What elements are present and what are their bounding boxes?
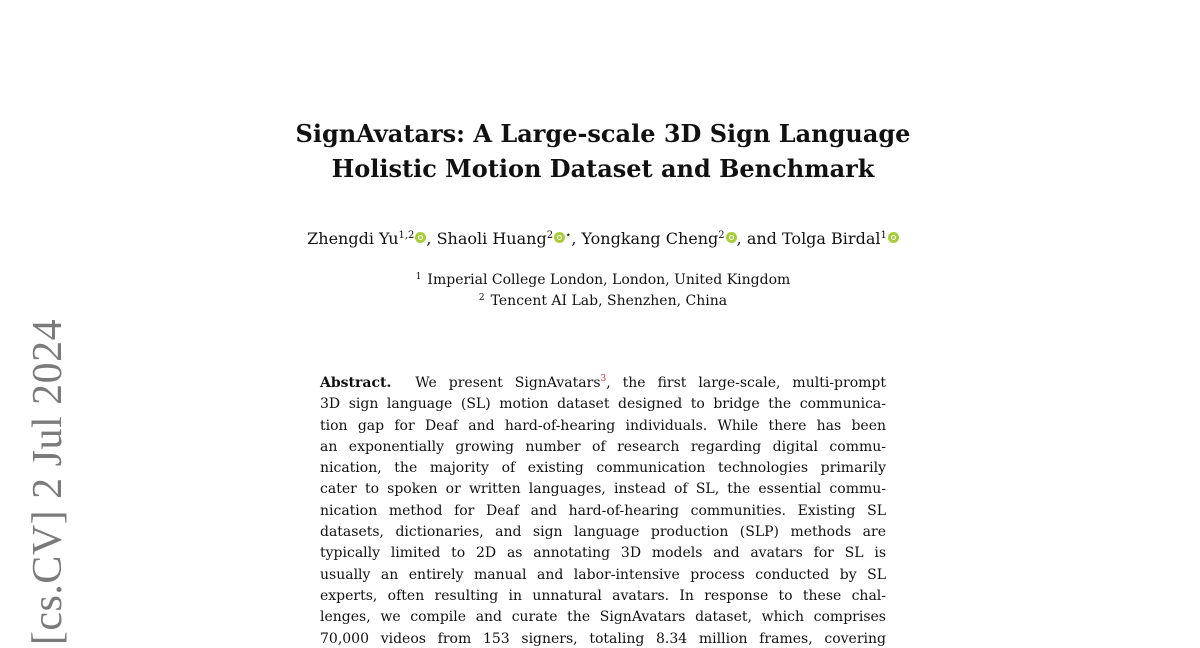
author (437, 229, 572, 248)
abstract-line: cater to spoken or written languages, instead of SL, the essential commu- (320, 481, 886, 498)
author (307, 229, 426, 248)
abstract-line: datasets, dictionaries, and sign language production (SLP) methods are (320, 524, 886, 541)
affiliation-superscript: 1,2 (398, 230, 415, 241)
paper-title (200, 116, 1006, 186)
abstract-line: typically limited to 2D as annotating 3D models and avatars for SL is (320, 545, 886, 562)
abstract-line: nication method for Deaf and hard-of-hearing communities. Existing SL (320, 502, 886, 519)
orcid-icon[interactable] (554, 232, 565, 243)
abstract (320, 373, 886, 648)
affiliation-text: Imperial College London, London, United Kingdom (427, 272, 791, 288)
author-name: Shaoli Huang (436, 229, 547, 248)
author-list (160, 228, 1046, 250)
abstract-line: an exponentially growing number of research regarding digital commu- (320, 438, 886, 455)
affiliation-superscript: 2 (546, 230, 554, 241)
abstract-text: We present SignAvatars (415, 375, 601, 391)
abstract-line (320, 373, 886, 394)
author-name: Zhengdi Yu (307, 229, 399, 248)
abstract-line: 3D sign language (SL) motion dataset designed to bridge the communica- (320, 396, 886, 413)
affiliation-list (200, 270, 1006, 312)
author-separator: , (571, 229, 582, 248)
orcid-icon[interactable] (888, 232, 899, 243)
orcid-icon[interactable] (415, 232, 426, 243)
abstract-line: nication, the majority of existing communication technologies primarily (320, 460, 886, 477)
footnote-marker[interactable]: 3 (600, 374, 607, 384)
affiliation (200, 270, 1006, 291)
author-name: Yongkang Cheng (581, 229, 719, 248)
abstract-label: Abstract. (320, 375, 392, 391)
orcid-icon[interactable] (726, 232, 737, 243)
author (582, 229, 737, 248)
arxiv-side-stamp: [cs.CV] 2 Jul 2024 (25, 318, 71, 646)
author-separator: , (426, 229, 437, 248)
abstract-text: , the first large-scale, multi-prompt (606, 375, 886, 391)
abstract-line: 70,000 videos from 153 signers, totaling 8.34 million frames, covering (320, 630, 886, 647)
affiliation (200, 291, 1006, 312)
affiliation-superscript: 1 (880, 230, 887, 241)
title-line: SignAvatars: A Large-scale 3D Sign Language (295, 119, 911, 148)
affiliation-number: 1 (415, 272, 422, 282)
author-name: Tolga Birdal (782, 229, 881, 248)
affiliation-superscript: 2 (718, 230, 725, 241)
author-separator: , and (736, 229, 782, 248)
abstract-line: lenges, we compile and curate the SignAvatars dataset, which comprises (320, 609, 886, 626)
affiliation-number: 2 (478, 293, 485, 303)
corresponding-author-star: ⋆ (565, 230, 572, 241)
author (782, 229, 899, 248)
abstract-line: experts, often resulting in unnatural avatars. In response to these chal- (320, 587, 886, 604)
abstract-line: tion gap for Deaf and hard-of-hearing individuals. While there has been (320, 417, 886, 434)
abstract-line: usually an entirely manual and labor-intensive process conducted by SL (320, 566, 886, 583)
affiliation-text: Tencent AI Lab, Shenzhen, China (490, 293, 728, 309)
title-line: Holistic Motion Dataset and Benchmark (331, 154, 875, 183)
